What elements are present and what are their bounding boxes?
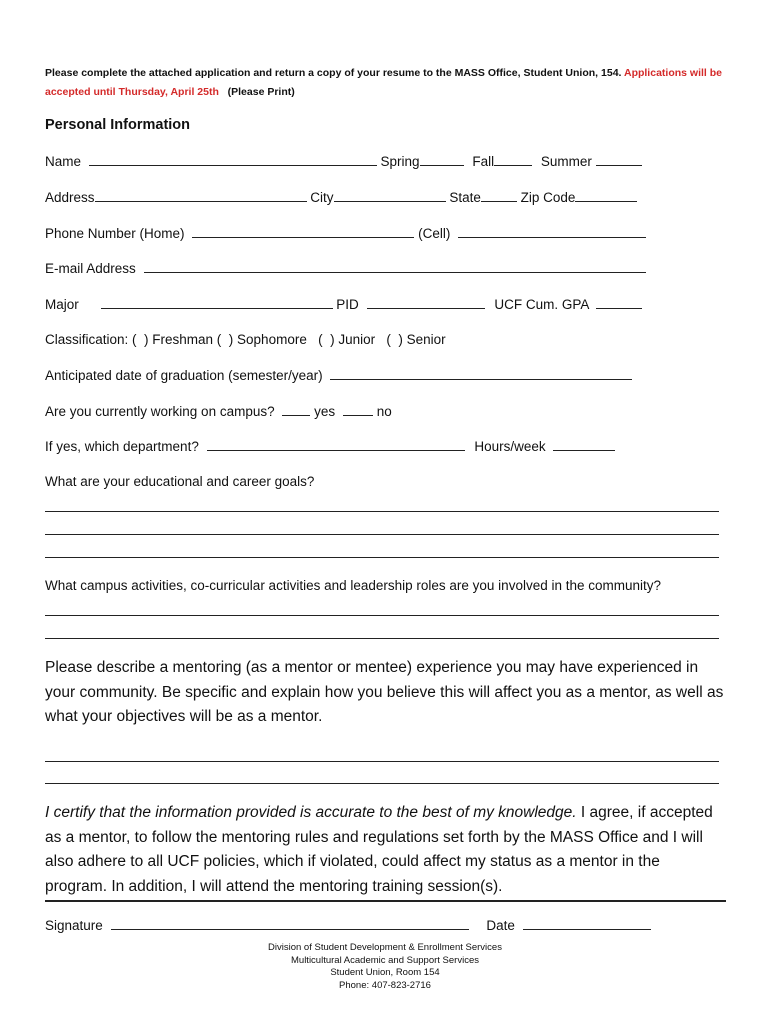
pid-label: PID (336, 297, 359, 312)
gpa-field[interactable] (596, 296, 642, 309)
signature-field[interactable] (111, 917, 469, 930)
goals-answer-line-2[interactable] (45, 534, 719, 535)
signature-label: Signature (45, 918, 103, 933)
activities-answer-line-1[interactable] (45, 615, 719, 616)
department-label: If yes, which department? (45, 439, 199, 454)
no-label: no (376, 404, 392, 419)
graduation-row (45, 367, 632, 383)
deadline-date: accepted until Thursday, April 25th (45, 86, 219, 98)
certification-statement (45, 801, 725, 899)
address-row (45, 189, 637, 205)
no-field[interactable] (343, 403, 373, 416)
department-row (45, 438, 615, 454)
footer-phone: Phone: 407-823-2716 (339, 979, 431, 991)
summer-label: Summer (540, 154, 592, 169)
footer-division: Division of Student Development & Enrollment Services (268, 942, 502, 953)
cell-field[interactable] (458, 225, 646, 238)
zip-field[interactable] (575, 189, 637, 202)
divider (45, 900, 726, 902)
email-row (45, 260, 646, 276)
gpa-label: UCF Cum. GPA (494, 297, 589, 312)
goals-question: What are your educational and career goals? (45, 474, 315, 489)
city-label: City (310, 190, 334, 205)
yes-label: yes (314, 404, 336, 419)
address-field[interactable] (95, 189, 307, 202)
classification-row[interactable] (45, 332, 446, 347)
fall-field[interactable] (494, 153, 532, 166)
spring-field[interactable] (420, 153, 464, 166)
fall-label: Fall (472, 154, 495, 169)
hours-field[interactable] (553, 438, 615, 451)
major-field[interactable] (101, 296, 333, 309)
intro-instructions (45, 64, 722, 102)
graduation-label: Anticipated date of graduation (semester/year) (45, 368, 323, 383)
graduation-field[interactable] (330, 367, 632, 380)
name-label: Name (45, 154, 82, 169)
intro-text: Please complete the attached application and return a copy of your resume to the MASS Office, Student Union, 154. (45, 67, 622, 79)
classification-options[interactable]: Classification: ( ) Freshman ( ) Sophomore ( ) Junior ( ) Senior (45, 332, 446, 347)
cell-label: (Cell) (418, 226, 451, 241)
date-field[interactable] (523, 917, 651, 930)
state-field[interactable] (481, 189, 517, 202)
major-label: Major (45, 297, 79, 312)
working-question: Are you currently working on campus? (45, 404, 275, 419)
address-label: Address (45, 190, 95, 205)
zip-label: Zip Code (520, 190, 576, 205)
footer (0, 942, 770, 992)
city-field[interactable] (334, 189, 446, 202)
activities-question: What campus activities, co-curricular activities and leadership roles are you involved in the community? (45, 578, 662, 593)
name-row (45, 153, 642, 169)
phone-home-field[interactable] (192, 225, 414, 238)
spring-label: Spring (380, 154, 420, 169)
certify-text: I agree, if accepted as a mentor, to follow the mentoring rules and regulations set forth by the MASS Office and I will also adhere to all UCF policies, which if violated, could affect my status as a mentor in the program. In addition, I will attend the mentoring training session(s). (45, 804, 713, 895)
goals-answer-line-1[interactable] (45, 511, 719, 512)
certify-italic: I certify that the information provided is accurate to the best of my knowledge. (45, 804, 577, 821)
pid-field[interactable] (367, 296, 485, 309)
mentoring-answer-line-1[interactable] (45, 761, 719, 762)
department-field[interactable] (207, 438, 465, 451)
footer-room: Student Union, Room 154 (330, 967, 440, 978)
deadline-text: Applications will be (623, 67, 722, 79)
goals-answer-line-3[interactable] (45, 557, 719, 558)
print-note: (Please Print) (227, 86, 295, 98)
mentoring-question: Please describe a mentoring (as a mentor or mentee) experience you may have experienced in your community. Be specific and explain how you believe this will affect you as a mentor, as well as what your objectives will be as a mentor. (45, 659, 724, 725)
footer-office: Multicultural Academic and Support Services (291, 954, 479, 966)
yes-field[interactable] (282, 403, 310, 416)
signature-row (45, 917, 651, 933)
major-row (45, 296, 642, 312)
mentoring-answer-line-2[interactable] (45, 783, 719, 784)
name-field[interactable] (89, 153, 377, 166)
state-label: State (449, 190, 481, 205)
date-label: Date (486, 918, 515, 933)
working-row (45, 403, 392, 419)
hours-label: Hours/week (474, 439, 546, 454)
activities-answer-line-2[interactable] (45, 638, 719, 639)
email-label: E-mail Address (45, 261, 136, 276)
section-title: Personal Information (45, 117, 191, 133)
phone-home-label: Phone Number (Home) (45, 226, 185, 241)
email-field[interactable] (144, 260, 646, 273)
summer-field[interactable] (596, 153, 642, 166)
phone-row (45, 225, 646, 241)
